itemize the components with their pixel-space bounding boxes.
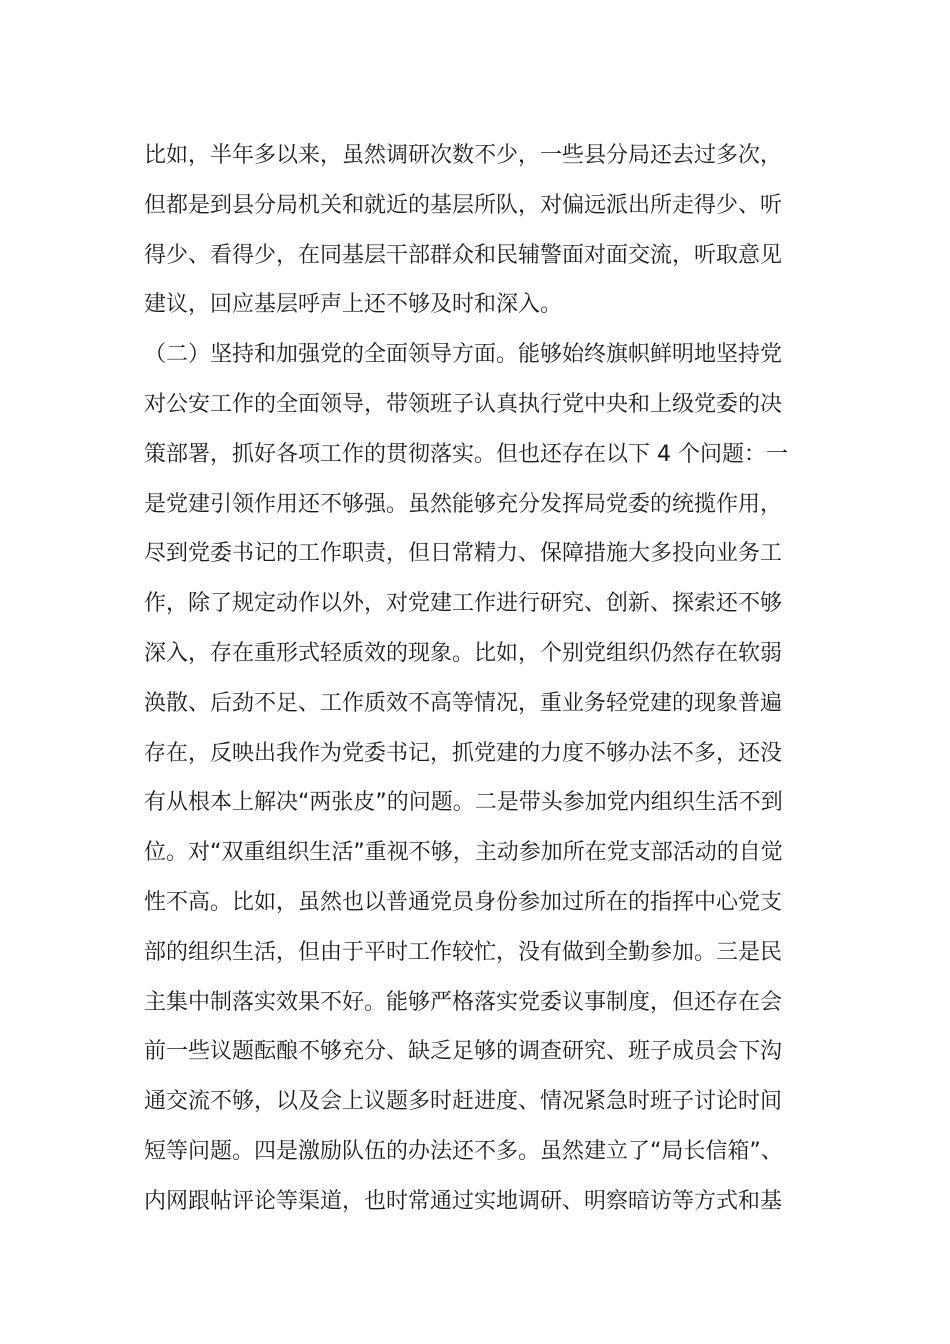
- text-line: 作，除了规定动作以外，对党建工作进行研究、创新、探索还不够: [144, 591, 783, 617]
- text-line: 比如，半年多以来，虽然调研次数不少，一些县分局还去过多次，: [144, 143, 783, 168]
- text-line: 有从根本上解决“两张皮”的问题。二是带头参加党内组织生活不到: [144, 790, 783, 816]
- text-line: 但都是到县分局机关和就近的基层所队，对偏远派出所走得少、听: [144, 192, 783, 218]
- text-line: 策部署，抓好各项工作的贯彻落实。但也还存在以下 4 个问题：一: [144, 441, 788, 467]
- text-line: 涣散、后劲不足、工作质效不高等情况，重业务轻党建的现象普遍: [144, 690, 783, 716]
- text-line: 得少、看得少，在同基层干部群众和民辅警面对面交流，听取意见: [144, 242, 783, 268]
- text-line: 深入，存在重形式轻质效的现象。比如，个别党组织仍然存在软弱: [144, 640, 783, 666]
- text-line: 通交流不够，以及会上议题多时赶进度、情况紧急时班子讨论时间: [144, 1089, 783, 1115]
- text-line: 短等问题。四是激励队伍的办法还不多。虽然建立了“局长信箱”、: [144, 1138, 783, 1164]
- text-line: 部的组织生活，但由于平时工作较忙，没有做到全勤参加。三是民: [144, 939, 783, 965]
- text-line: 尽到党委书记的工作职责，但日常精力、保障措施大多投向业务工: [144, 541, 783, 567]
- text-line: 对公安工作的全面领导，带领班子认真执行党中央和上级党委的决: [144, 391, 783, 417]
- body-text: [144, 131, 824, 1227]
- text-line: 内网跟帖评论等渠道，也时常通过实地调研、明察暗访等方式和基: [144, 1188, 783, 1214]
- text-line: 位。对“双重组织生活”重视不够，主动参加所在党支部活动的自觉: [144, 840, 783, 866]
- section-heading-line: （二）坚持和加强党的全面领导方面。能够始终旗帜鲜明地坚持党: [144, 342, 783, 368]
- text-line: 是党建引领作用还不够强。虽然能够充分发挥局党委的统揽作用，: [144, 491, 783, 517]
- text-line: 性不高。比如，虽然也以普通党员身份参加过所在的指挥中心党支: [144, 889, 783, 915]
- text-line: 前一些议题酝酿不够充分、缺乏足够的调查研究、班子成员会下沟: [144, 1039, 783, 1065]
- text-line: 建议，回应基层呼声上还不够及时和深入。: [144, 292, 563, 318]
- text-line: 主集中制落实效果不好。能够严格落实党委议事制度，但还存在会: [144, 989, 783, 1015]
- text-line: 存在，反映出我作为党委书记，抓党建的力度不够办法不多，还没: [144, 740, 783, 766]
